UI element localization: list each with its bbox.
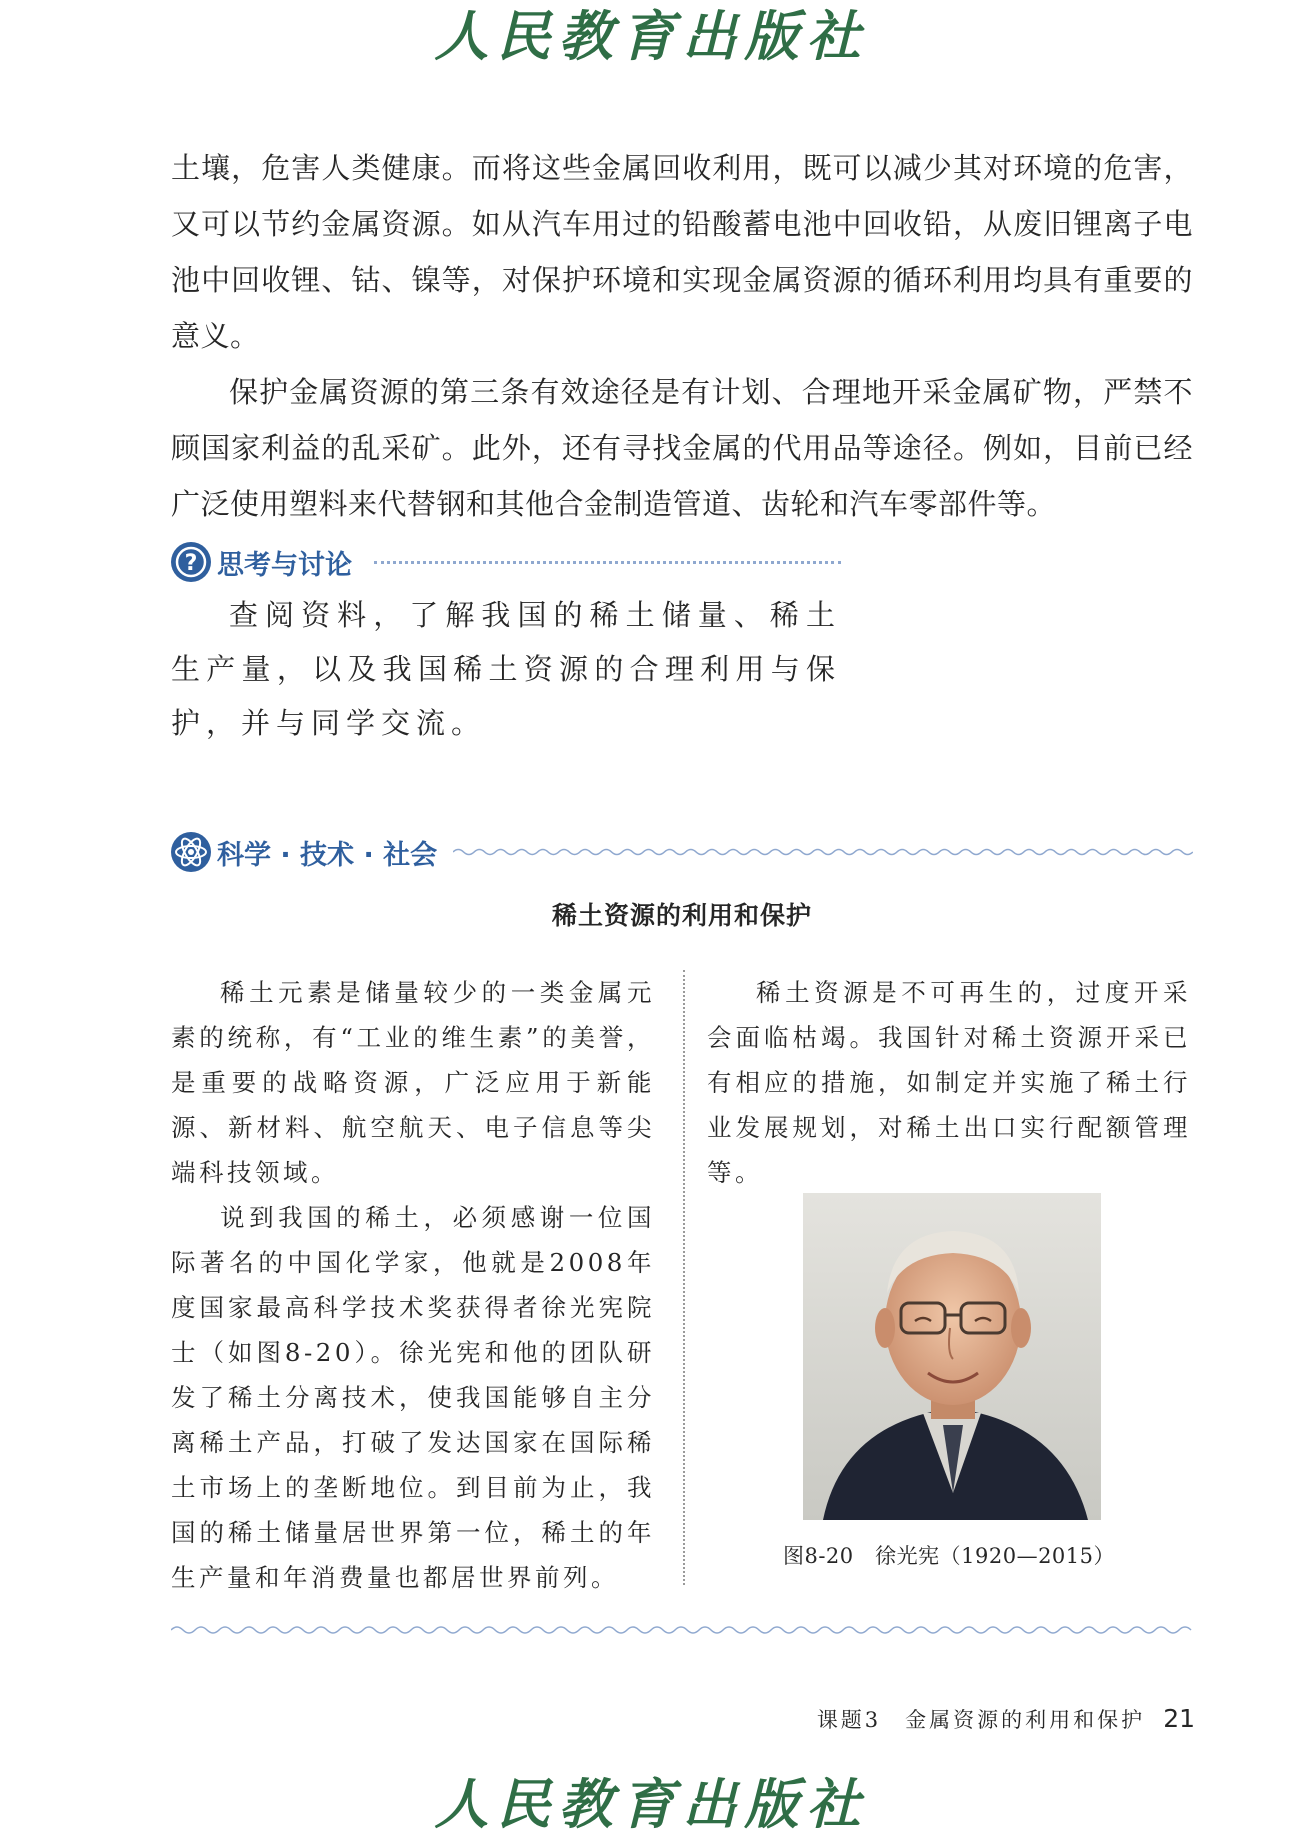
- paragraph-third-approach: 保护金属资源的第三条有效途径是有计划、合理地开采金属矿物，严禁不顾国家利益的乱采矿。此外，还有寻找金属的代用品等途径。例如，目前已经广泛使用塑料来代替钢和其他合金制造管道、齿轮和汽车零部件等。: [171, 375, 1193, 521]
- article-left-column: [171, 970, 655, 1600]
- article-title: 稀土资源的利用和保护: [551, 901, 812, 930]
- publisher-logo-bottom: 人民教育出版社: [434, 1772, 869, 1836]
- column-divider: [683, 970, 685, 1585]
- think-discuss-title: 思考与讨论: [217, 549, 352, 581]
- footer-section-title: 课题3 金属资源的利用和保护: [816, 1708, 1146, 1732]
- figure-caption: 图8-20 徐光宪（1920—2015）: [782, 1544, 1116, 1568]
- sts-wave-rule: [453, 847, 1193, 857]
- page-footer: [817, 1704, 1195, 1734]
- think-discuss-text: 查阅资料，了解我国的稀土储量、稀土生产量，以及我国稀土资源的合理利用与保护，并与同学交流。: [171, 598, 841, 740]
- article-paragraph-rare-earth-intro: 稀土元素是储量较少的一类金属元素的统称，有“工业的维生素”的美誉，是重要的战略资源，广泛应用于新能源、新材料、航空航天、电子信息等尖端科技领域。: [171, 978, 655, 1187]
- svg-text:?: ?: [184, 551, 198, 576]
- article-paragraph-protection: 稀土资源是不可再生的，过度开采会面临枯竭。我国针对稀土资源开采已有相应的措施，如制定并实施了稀土行业发展规划，对稀土出口实行配额管理等。: [707, 978, 1191, 1187]
- sts-header: [171, 828, 1193, 876]
- question-icon: [171, 542, 211, 582]
- bottom-wave-rule: [171, 1624, 1193, 1636]
- article-right-column: [707, 970, 1191, 1195]
- page-number: 21: [1163, 1704, 1195, 1733]
- article-paragraph-xu-guangxian: 说到我国的稀土，必须感谢一位国际著名的中国化学家，他就是2008年度国家最高科学技术奖获得者徐光宪院士（如图8-20）。徐光宪和他的团队研发了稀土分离技术，使我国能够自主分离稀土产品，打破了发达国家在国际稀土市场上的垄断地位。到目前为止，我国的稀土储量居世界第一位，稀土的年生产量和年消费量也都居世界前列。: [171, 1203, 655, 1592]
- portrait-photo: [803, 1193, 1101, 1520]
- sts-title: 科学 · 技术 · 社会: [217, 839, 438, 871]
- think-discuss-dotted-rule: [374, 561, 841, 564]
- think-discuss-header: [171, 538, 841, 586]
- paragraph-recycling: 土壤，危害人类健康。而将这些金属回收利用，既可以减少其对环境的危害，又可以节约金属资源。如从汽车用过的铅酸蓄电池中回收铅，从废旧锂离子电池中回收锂、钴、镍等，对保护环境和实现金属资源的循环利用均具有重要的意义。: [171, 151, 1193, 353]
- atom-icon: [171, 832, 211, 872]
- publisher-logo-top: 人民教育出版社: [434, 4, 869, 68]
